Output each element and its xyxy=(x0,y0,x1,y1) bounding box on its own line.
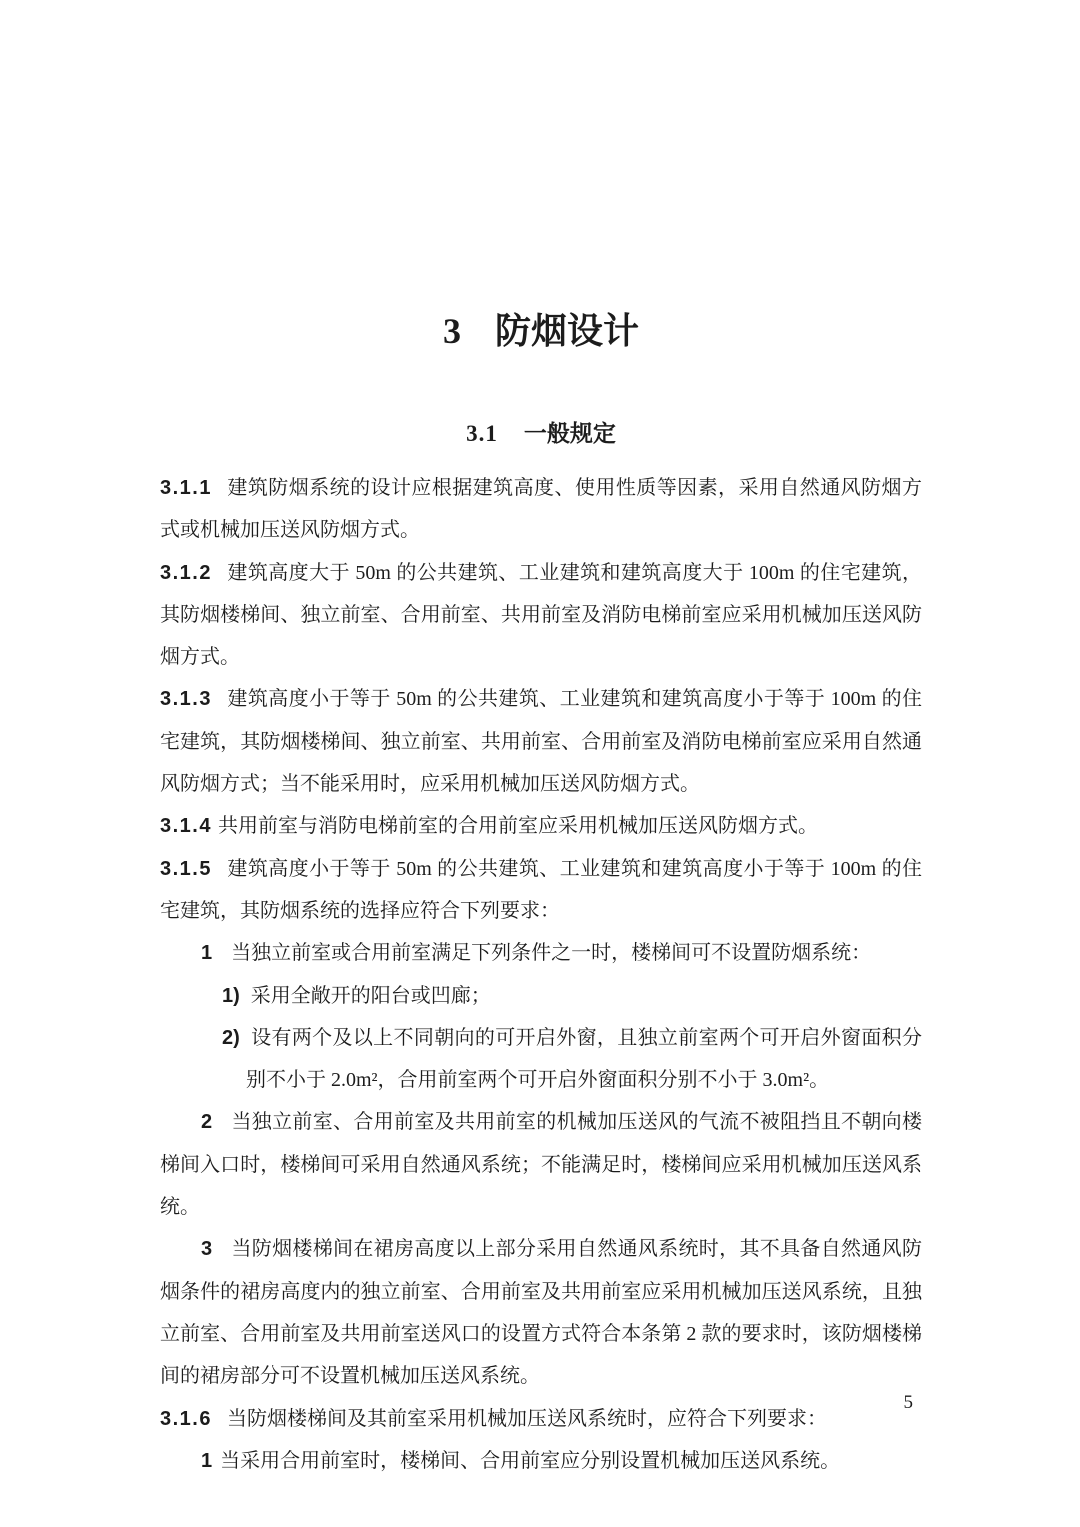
subitem-text: 设有两个及以上不同朝向的可开启外窗，且独立前室两个可开启外窗面积分别不小于 2.0m²，合用前室两个可开启外窗面积分别不小于 3.0m²。 xyxy=(246,1026,922,1092)
clause-number: 3.1.3 xyxy=(160,688,212,711)
clause-3-1-5 xyxy=(160,848,922,933)
clause-number: 3.1.4 xyxy=(160,815,212,838)
subitem-number: 1) xyxy=(222,984,240,1007)
chapter-name: 防烟设计 xyxy=(494,311,639,351)
clause-text: 建筑高度小于等于 50m 的公共建筑、工业建筑和建筑高度小于等于 100m 的住宅建筑，其防烟系统的选择应符合下列要求： xyxy=(160,857,922,922)
item-number: 1 xyxy=(201,1449,213,1472)
list-subitem-1 xyxy=(160,975,922,1017)
clause-3-1-1 xyxy=(160,467,922,552)
list-item-2 xyxy=(160,1101,922,1228)
section-number: 3.1 xyxy=(466,421,498,446)
clause-text: 建筑高度小于等于 50m 的公共建筑、工业建筑和建筑高度小于等于 100m 的住宅建筑，其防烟楼梯间、独立前室、共用前室、合用前室及消防电梯前室应采用自然通风防烟方式；当不能采用时，应采用机械加压送风防烟方式。 xyxy=(160,688,922,796)
clause-list xyxy=(160,467,922,1482)
list-item-3 xyxy=(160,1228,922,1397)
clause-number: 3.1.2 xyxy=(160,561,212,584)
clause-3-1-2 xyxy=(160,552,922,679)
list-subitem-2 xyxy=(160,1017,922,1102)
clause-number: 3.1.5 xyxy=(160,857,212,880)
section-name: 一般规定 xyxy=(523,421,616,446)
clause-number: 3.1.1 xyxy=(160,477,212,499)
item-text: 当独立前室或合用前室满足下列条件之一时，楼梯间可不设置防烟系统： xyxy=(231,942,872,965)
clause-text: 建筑防烟系统的设计应根据建筑高度、使用性质等因素，采用自然通风防烟方式或机械加压送风防烟方式。 xyxy=(160,477,922,542)
clause-3-1-3 xyxy=(160,678,922,805)
clause-text: 建筑高度大于 50m 的公共建筑、工业建筑和建筑高度大于 100m 的住宅建筑，其防烟楼梯间、独立前室、合用前室、共用前室及消防电梯前室应采用机械加压送风防烟方式。 xyxy=(160,561,922,669)
chapter-number: 3 xyxy=(442,311,461,351)
item-number: 1 xyxy=(201,942,213,965)
item-number: 2 xyxy=(201,1111,213,1134)
chapter-title xyxy=(160,310,922,352)
list-item-1 xyxy=(160,932,922,974)
page-number: 5 xyxy=(903,1392,913,1413)
item-text: 当独立前室、合用前室及共用前室的机械加压送风的气流不被阻挡且不朝向楼梯间入口时，楼梯间可采用自然通风系统；不能满足时，楼梯间应采用机械加压送风系统。 xyxy=(160,1111,922,1219)
clause-3-1-4 xyxy=(160,805,922,847)
list-item-1-of-3-1-6 xyxy=(160,1440,922,1482)
item-text: 当采用合用前室时，楼梯间、合用前室应分别设置机械加压送风系统。 xyxy=(220,1449,841,1472)
item-number: 3 xyxy=(201,1238,213,1261)
clause-text: 共用前室与消防电梯前室的合用前室应采用机械加压送风防烟方式。 xyxy=(217,815,818,838)
subitem-number: 2) xyxy=(222,1026,240,1049)
clause-text: 当防烟楼梯间及其前室采用机械加压送风系统时，应符合下列要求： xyxy=(226,1407,827,1430)
section-heading xyxy=(160,420,922,447)
clause-number: 3.1.6 xyxy=(160,1407,212,1430)
item-text: 当防烟楼梯间在裙房高度以上部分采用自然通风系统时，其不具备自然通风防烟条件的裙房高度内的独立前室、合用前室及共用前室应采用机械加压送风系统，且独立前室、合用前室及共用前室送风口的设置方式符合本条第 2 款的要求时，该防烟楼梯间的裙房部分可不设置机械加压送风系统。 xyxy=(160,1238,922,1388)
subitem-text: 采用全敞开的阳台或凹廊； xyxy=(250,984,491,1007)
